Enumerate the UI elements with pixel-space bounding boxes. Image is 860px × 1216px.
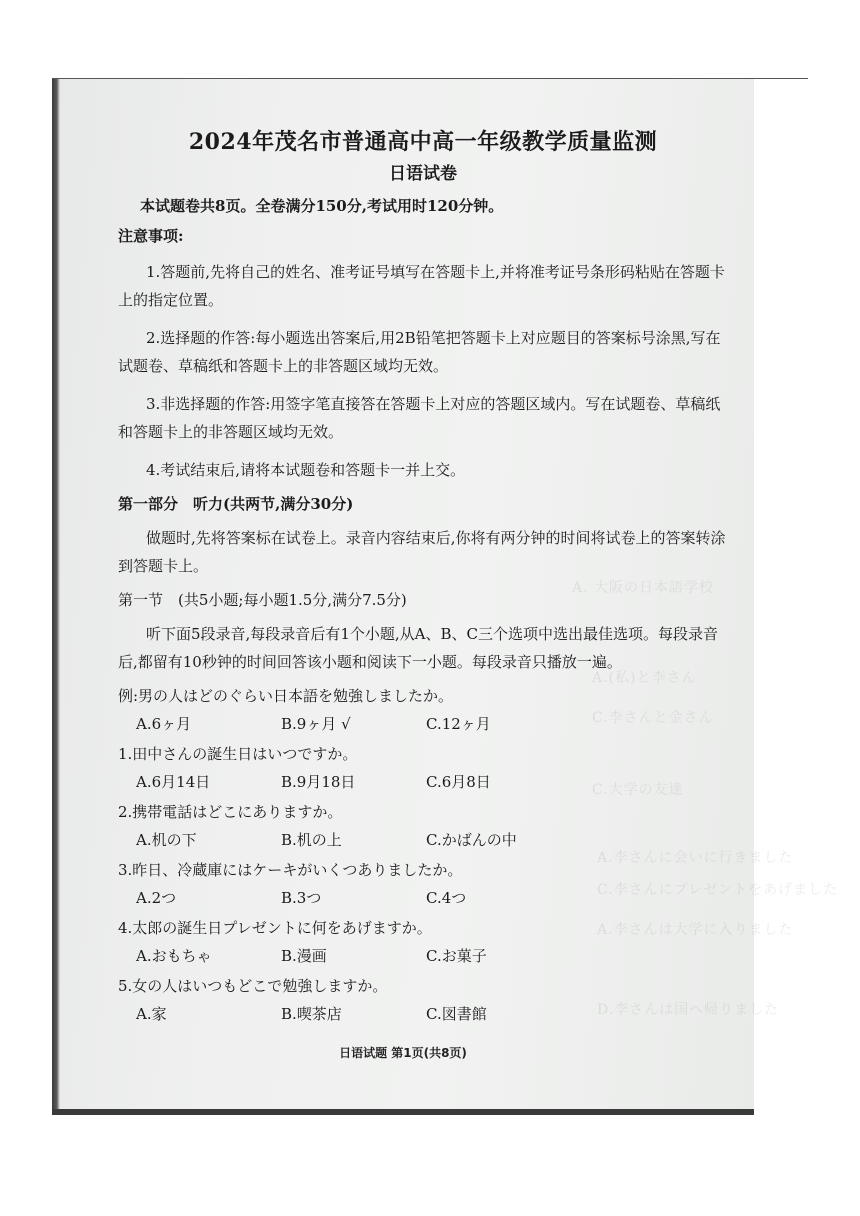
option: B.喫茶店 <box>281 1005 342 1023</box>
option-answer: B.9ヶ月 √ <box>281 715 351 733</box>
question-1: 1.田中さんの誕生日はいつですか。 <box>118 745 358 763</box>
option: C.12ヶ月 <box>426 715 491 733</box>
photo-left-shadow <box>52 79 60 1115</box>
bleed-through-text: A.李さんに会いに行きました <box>597 850 794 866</box>
notice-item: 3.非选择题的作答:用签字笔直接答在答题卡上对应的答题区域内。写在试题卷、草稿纸和答题卡上的非答题区域均无效。 <box>118 395 721 441</box>
question-4-options <box>136 946 728 966</box>
part1-instructions: 做题时,先将答案标在试卷上。录音内容结束后,你将有两分钟的时间将试卷上的答案转涂到答题卡上。 <box>118 529 726 575</box>
question-4: 4.太郎の誕生日プレゼントに何をあげますか。 <box>118 919 432 937</box>
bleed-through-text: A.李さんは大学に入りました <box>597 922 794 938</box>
question-1-options <box>136 772 728 792</box>
part1-heading: 第一部分 听力(共两节,满分30分) <box>118 495 354 513</box>
question-3: 3.昨日、冷蔵庫にはケーキがいくつありましたか。 <box>118 861 463 879</box>
question-3-options <box>136 888 728 908</box>
option: A.おもちゃ <box>136 947 212 965</box>
exam-title: 2024年茂名市普通高中高一年级教学质量监测 <box>188 129 658 155</box>
photo-bottom-edge <box>52 1109 754 1115</box>
notice-item: 2.选择题的作答:每小题选出答案后,用2B铅笔把答题卡上对应题目的答案标号涂黑,写在试题卷、草稿纸和答题卡上的非答题区域均无效。 <box>118 329 721 375</box>
option: C.お菓子 <box>426 947 487 965</box>
section1-instructions: 听下面5段录音,每段录音后有1个小题,从A、B、C三个选项中选出最佳选项。每段录音后,都留有10秒钟的时间回答该小题和阅读下一小题。每段录音只播放一遍。 <box>118 625 718 671</box>
exam-subtitle: 日语试卷 <box>389 164 457 184</box>
option: A.家 <box>136 1005 167 1023</box>
bleed-through-text: C.李さんにプレゼントをあげました <box>597 882 839 898</box>
example-options <box>136 714 728 734</box>
option: C.6月8日 <box>426 773 491 791</box>
question-5: 5.女の人はいつもどこで勉強しますか。 <box>118 977 388 995</box>
question-5-options <box>136 1004 728 1024</box>
option: A.6月14日 <box>136 773 211 791</box>
option: B.9月18日 <box>281 773 356 791</box>
option: B.3つ <box>281 889 322 907</box>
option: C.図書館 <box>426 1005 487 1023</box>
exam-content <box>118 128 728 1034</box>
option: B.机の上 <box>281 831 342 849</box>
bleed-through-text: C.李さんと金さん <box>592 710 714 726</box>
bleed-through-text: A.(私)と李さん <box>592 670 697 686</box>
section1-heading: 第一节 (共5小题;每小题1.5分,满分7.5分) <box>118 591 407 609</box>
option: B.漫画 <box>281 947 327 965</box>
bleed-through-text: A. 大阪の日本語学校 <box>572 580 715 596</box>
notice-item: 1.答题前,先将自己的姓名、准考证号填写在答题卡上,并将准考证号条形码粘贴在答题卡上的指定位置。 <box>118 263 725 309</box>
example-question: 例:男の人はどのぐらい日本語を勉強しましたか。 <box>118 687 454 705</box>
bleed-through-text: D.李さんは国へ帰りました <box>597 1002 780 1018</box>
option: A.机の下 <box>136 831 197 849</box>
option: C.4つ <box>426 889 467 907</box>
page-footer: 日语试题 第1页(共8页) <box>339 1046 467 1060</box>
notice-heading: 注意事项: <box>118 227 184 245</box>
bleed-through-text: C.大学の友達 <box>592 782 684 798</box>
option: A.6ヶ月 <box>136 715 192 733</box>
question-2: 2.携帯電話はどこにありますか。 <box>118 803 343 821</box>
exam-intro: 本试题卷共8页。全卷满分150分,考试用时120分钟。 <box>140 197 504 215</box>
option: A.2つ <box>136 889 177 907</box>
notice-item: 4.考试结束后,请将本试题卷和答题卡一并上交。 <box>146 461 466 479</box>
question-2-options <box>136 830 728 850</box>
option: C.かばんの中 <box>426 831 517 849</box>
